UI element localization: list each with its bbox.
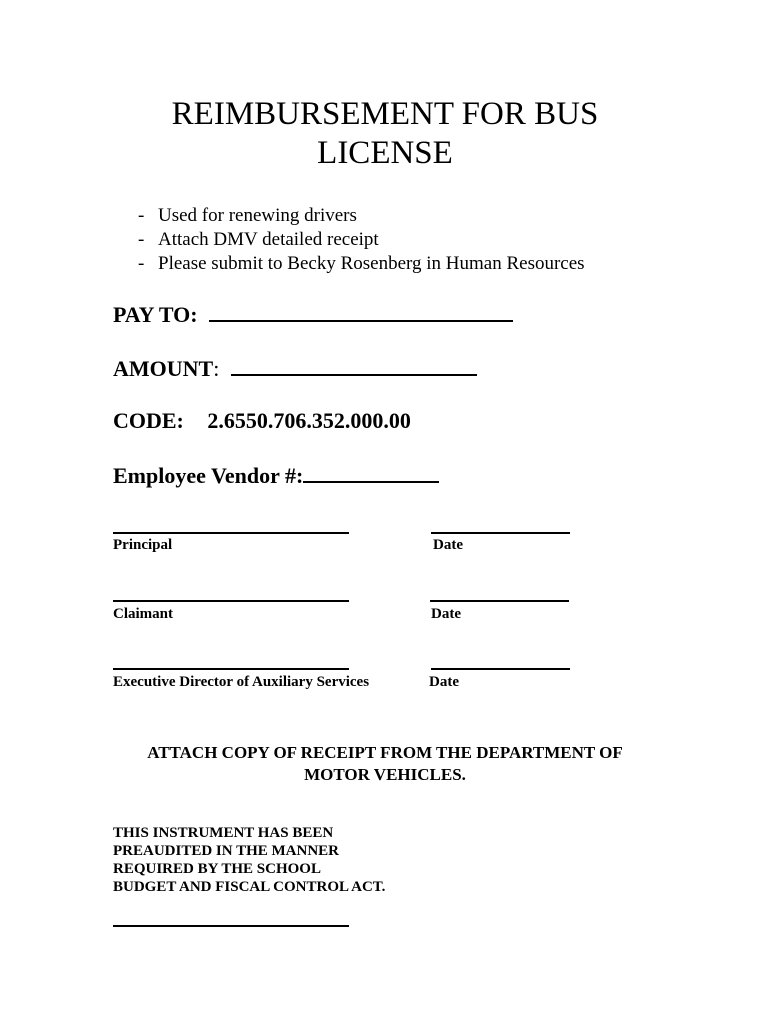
instruction-item [138,252,585,276]
claimant-date-label: Date [431,606,461,622]
pay-to-blank[interactable] [209,300,513,322]
director-date-line[interactable] [431,668,570,670]
claimant-label: Claimant [113,606,173,622]
pay-to-row [113,300,513,328]
claimant-date-line[interactable] [430,600,569,602]
audit-line-1: THIS INSTRUMENT HAS BEEN [113,825,334,841]
notice-line-2: MOTOR VEHICLES. [304,765,466,784]
instruction-text: Used for renewing drivers [158,205,357,226]
principal-date-line[interactable] [431,532,570,534]
claimant-signature-line[interactable] [113,600,349,602]
receipt-notice [0,742,770,786]
bullet-dash: - [138,253,145,274]
audit-line-3: REQUIRED BY THE SCHOOL [113,861,321,877]
audit-line-4: BUDGET AND FISCAL CONTROL ACT. [113,879,386,895]
bullet-dash: - [138,205,145,226]
amount-row [113,354,477,382]
title-line-1: REIMBURSEMENT FOR BUS [171,96,599,132]
code-value: 2.6550.706.352.000.00 [207,408,411,433]
principal-label: Principal [113,537,173,553]
vendor-row [113,461,439,489]
instruction-text: Please submit to Becky Rosenberg in Human Resources [158,253,585,274]
amount-label: AMOUNT [113,356,214,381]
amount-colon: : [213,356,220,381]
director-signature-line[interactable] [113,668,349,670]
audit-statement [113,824,385,896]
amount-blank[interactable] [231,354,477,376]
instruction-text: Attach DMV detailed receipt [158,229,379,250]
instruction-item [138,228,585,252]
title-line-2: LICENSE [317,135,453,171]
principal-date-label: Date [433,537,463,553]
vendor-blank[interactable] [303,461,439,483]
page-title [0,95,770,173]
principal-signature-line[interactable] [113,532,349,534]
bullet-dash: - [138,229,145,250]
director-date-label: Date [429,674,459,690]
notice-line-1: ATTACH COPY OF RECEIPT FROM THE DEPARTMENT OF [147,743,623,762]
pay-to-label: PAY TO: [113,302,198,327]
code-row [113,408,411,434]
instruction-item [138,204,585,228]
code-label: CODE: [113,408,184,433]
audit-signature-line[interactable] [113,925,349,927]
vendor-label: Employee Vendor #: [113,463,304,488]
director-label: Executive Director of Auxiliary Services [113,674,370,690]
instructions-list [138,204,585,276]
audit-line-2: PREAUDITED IN THE MANNER [113,843,339,859]
